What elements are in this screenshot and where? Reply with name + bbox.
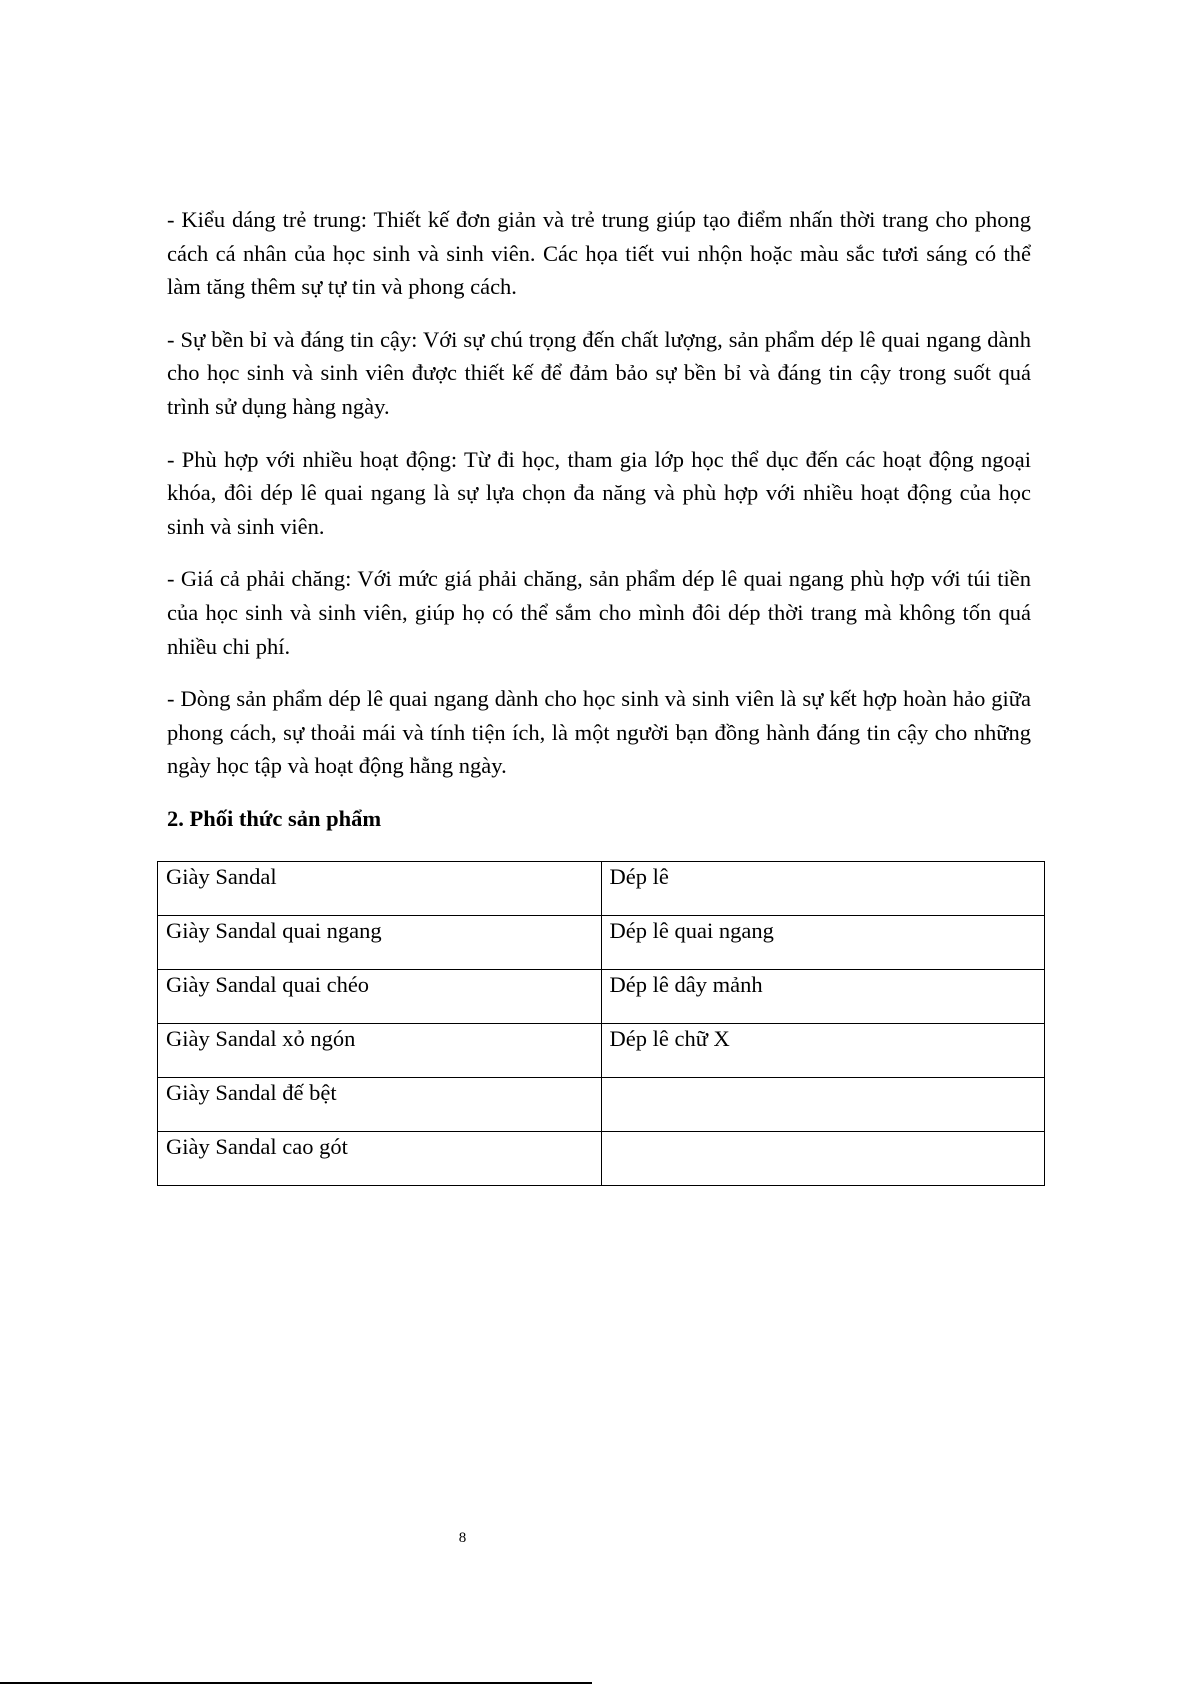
table-cell [601, 1078, 1045, 1132]
table-cell: Dép lê chữ X [601, 1024, 1045, 1078]
table-cell: Giày Sandal quai chéo [158, 970, 602, 1024]
paragraph-durability: - Sự bền bỉ và đáng tin cậy: Với sự chú trọng đến chất lượng, sản phẩm dép lê quai ngang dành cho học sinh và sinh viên được thiết kế để đảm bảo sự bền bỉ và đáng tin cậy trong suốt quá trình sử dụng hàng ngày. [167, 326, 1031, 419]
table-cell: Dép lê quai ngang [601, 916, 1045, 970]
document-body [167, 203, 1031, 846]
table-row [158, 970, 1045, 1024]
section-heading: 2. Phối thức sản phẩm [167, 805, 382, 831]
table-row [158, 1078, 1045, 1132]
page-number: 8 [458, 1530, 467, 1546]
table-cell [601, 1132, 1045, 1186]
table-cell: Giày Sandal đế bệt [158, 1078, 602, 1132]
paragraph-youthful-style: - Kiểu dáng trẻ trung: Thiết kế đơn giản và trẻ trung giúp tạo điểm nhấn thời trang cho phong cách cá nhân của học sinh và sinh viên. Các họa tiết vui nhộn hoặc màu sắc tươi sáng có thể làm tăng thêm sự tự tin và phong cách. [167, 207, 1031, 300]
footer-divider [0, 1682, 592, 1684]
table-cell: Dép lê dây mảnh [601, 970, 1045, 1024]
table-row [158, 862, 1045, 916]
product-mix-table [157, 861, 1045, 1186]
table-cell: Giày Sandal [158, 862, 602, 916]
paragraph-activities: - Phù hợp với nhiều hoạt động: Từ đi học, tham gia lớp học thể dục đến các hoạt động ngoại khóa, đôi dép lê quai ngang là sự lựa chọn đa năng và phù hợp với nhiều hoạt động của học sinh và sinh viên. [167, 446, 1031, 539]
table-cell: Dép lê [601, 862, 1045, 916]
table-row [158, 916, 1045, 970]
table-row [158, 1132, 1045, 1186]
paragraph-summary: - Dòng sản phẩm dép lê quai ngang dành cho học sinh và sinh viên là sự kết hợp hoàn hảo giữa phong cách, sự thoải mái và tính tiện ích, là một người bạn đồng hành đáng tin cậy cho những ngày học tập và hoạt động hằng ngày. [167, 686, 1031, 779]
table-cell: Giày Sandal cao gót [158, 1132, 602, 1186]
table-row [158, 1024, 1045, 1078]
paragraph-price: - Giá cả phải chăng: Với mức giá phải chăng, sản phẩm dép lê quai ngang phù hợp với túi tiền của học sinh và sinh viên, giúp họ có thể sắm cho mình đôi dép thời trang mà không tốn quá nhiều chi phí. [167, 566, 1031, 659]
table-cell: Giày Sandal quai ngang [158, 916, 602, 970]
table-cell: Giày Sandal xỏ ngón [158, 1024, 602, 1078]
